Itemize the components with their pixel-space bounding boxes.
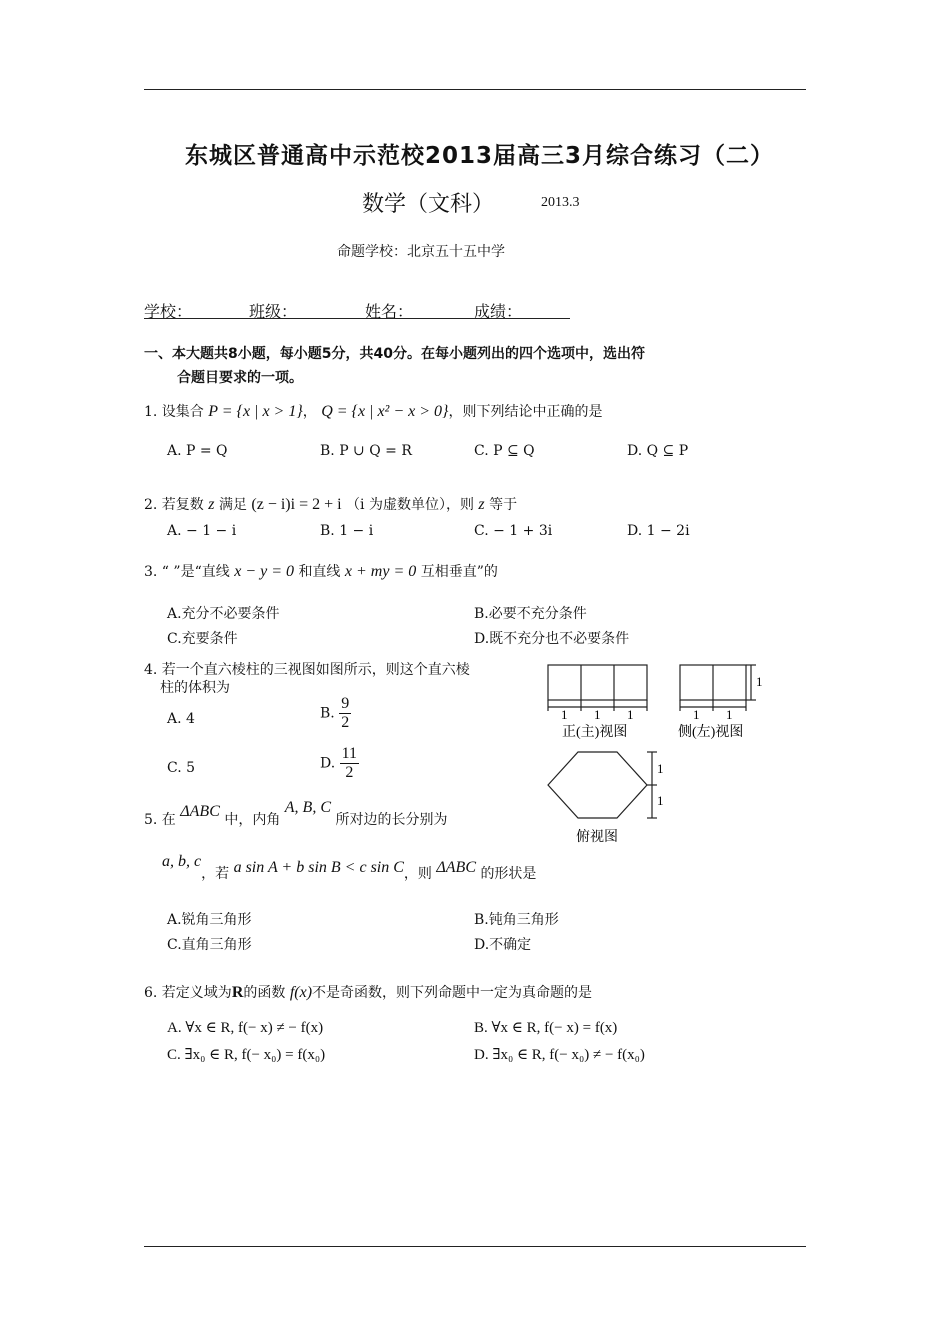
- q5-triangle: ΔABC: [180, 803, 220, 820]
- q5-option-b[interactable]: B.钝角三角形: [474, 912, 559, 928]
- front-view-label: 正(主)视图: [562, 725, 628, 740]
- q5-stem-b: 中，内角: [224, 812, 281, 828]
- q1-set-q: Q = {x | x² − x > 0}: [321, 403, 449, 420]
- q6-option-a-text: A. ∀x ∈ R, f(− x) ≠ − f(x): [167, 1020, 324, 1036]
- q2-equation: (z − i)i = 2 + i: [251, 496, 342, 513]
- q4-option-d-num: 11: [341, 745, 358, 762]
- q5-stem-a: 5. 在: [144, 812, 176, 828]
- q3-line2: x + my = 0: [344, 563, 417, 580]
- q4-option-d-label: D.: [320, 755, 336, 772]
- front-dim-3: 1: [627, 707, 634, 722]
- top-dim-2: 1: [657, 793, 664, 808]
- question-3: [144, 561, 498, 581]
- q5-stem-c: 所对边的长分别为: [335, 812, 448, 828]
- q6-option-b[interactable]: [474, 1018, 617, 1037]
- info-score: 成绩：: [474, 302, 523, 321]
- q5-stem-e: ，则: [403, 866, 432, 882]
- info-school: 学校：: [144, 302, 193, 321]
- exam-date: 2013.3: [541, 195, 580, 210]
- q3-option-a[interactable]: A.充分不必要条件: [167, 606, 280, 622]
- q6-stem-b: 的函数: [243, 985, 286, 1001]
- q5-stem-d: ，若: [201, 866, 230, 882]
- side-dim-2: 1: [726, 707, 733, 722]
- q2-stem-e: 等于: [489, 497, 518, 513]
- q6-stem-a: 6. 若定义域为: [144, 985, 232, 1001]
- q1-set-p: P = {x | x > 1}: [208, 403, 303, 420]
- q6-option-a[interactable]: [167, 1018, 323, 1037]
- front-view: [548, 665, 647, 711]
- q4-option-b-num: 9: [341, 695, 350, 712]
- q5-stem-f: 的形状是: [480, 866, 537, 882]
- side-dim-height: 1: [756, 674, 763, 689]
- q5-condition: a sin A + b sin B < c sin C: [233, 859, 404, 876]
- question-5-line1: [144, 799, 448, 829]
- q1-option-c[interactable]: C. P ⊆ Q: [474, 443, 535, 459]
- q1-option-d[interactable]: D. Q ⊆ P: [627, 443, 689, 459]
- three-view-figure: [540, 655, 780, 855]
- q1-stem-b: ，则下列结论中正确的是: [448, 404, 603, 420]
- section-heading-line2: 合题目要求的一项。: [177, 370, 303, 386]
- q4-option-d[interactable]: [320, 745, 359, 782]
- question-4-line2: 柱的体积为: [160, 680, 230, 696]
- q2-stem-b: 满足: [218, 497, 247, 513]
- side-view-label: 侧(左)视图: [678, 725, 744, 740]
- q3-option-b[interactable]: B.必要不充分条件: [474, 606, 587, 622]
- q1-option-b[interactable]: B. P ∪ Q = R: [320, 443, 412, 459]
- school-line: 命题学校：北京五十五中学: [337, 244, 505, 260]
- q6-func: f(x): [289, 984, 313, 1001]
- q5-sides: a, b, c: [162, 853, 202, 870]
- q4-option-c[interactable]: C. 5: [167, 760, 196, 776]
- page-subtitle: 数学（文科）: [362, 192, 495, 217]
- q2-option-d[interactable]: D. 1 − 2i: [627, 523, 690, 539]
- side-dim-1: 1: [693, 707, 700, 722]
- question-6: [144, 982, 592, 1002]
- page-title: 东城区普通高中示范校2013届高三3月综合练习（二）: [185, 143, 775, 169]
- q4-option-b-den: 2: [341, 714, 350, 731]
- side-view: [680, 665, 756, 711]
- q2-stem-c: （i 为虚数单位），则: [346, 497, 474, 513]
- q2-var-z: z: [208, 496, 215, 513]
- q4-option-d-fraction: [340, 745, 359, 782]
- q5-angles: A, B, C: [284, 799, 331, 816]
- q5-option-d[interactable]: D.不确定: [474, 937, 532, 953]
- q3-line1: x − y = 0: [234, 563, 294, 580]
- q2-option-c[interactable]: C. − 1 + 3i: [474, 523, 553, 539]
- q3-stem-a: 3. “ ”是“直线: [144, 564, 230, 580]
- top-view: [548, 752, 657, 818]
- top-rule: [144, 89, 806, 90]
- info-name: 姓名：: [365, 302, 414, 321]
- top-dim-1: 1: [657, 761, 664, 776]
- q6-option-c-text: C. ∃x₀ ∈ R, f(− x₀) = f(x₀): [167, 1047, 326, 1063]
- q6-domain: R: [231, 984, 244, 1001]
- q2-stem-a: 2. 若复数: [144, 497, 204, 513]
- q6-option-d-text: D. ∃x₀ ∈ R, f(− x₀) ≠ − f(x₀): [474, 1047, 645, 1063]
- question-5-line2: [162, 853, 537, 882]
- q1-option-a[interactable]: A. P = Q: [167, 443, 228, 459]
- q3-stem-b: 和直线: [298, 564, 341, 580]
- section-heading-line1: 一、本大题共8小题，每小题5分，共40分。在每小题列出的四个选项中，选出符: [144, 346, 645, 362]
- front-dim-1: 1: [561, 707, 568, 722]
- q4-option-d-den: 2: [345, 764, 354, 781]
- info-underline: [144, 318, 570, 319]
- info-class: 班级：: [249, 302, 298, 321]
- bottom-rule: [144, 1246, 806, 1247]
- q4-option-a[interactable]: A. 4: [167, 711, 195, 727]
- q6-option-b-text: B. ∀x ∈ R, f(− x) = f(x): [474, 1020, 618, 1036]
- q3-option-d[interactable]: D.既不充分也不必要条件: [474, 631, 630, 647]
- q2-var-z2: z: [478, 496, 485, 513]
- q3-option-c[interactable]: C.充要条件: [167, 631, 238, 647]
- q6-stem-c: 不是奇函数，则下列命题中一定为真命题的是: [312, 985, 593, 1001]
- q2-option-b[interactable]: B. 1 − i: [320, 523, 374, 539]
- q1-sep: ，: [302, 404, 317, 420]
- top-view-label: 俯视图: [576, 830, 618, 845]
- q6-option-c[interactable]: [167, 1045, 325, 1064]
- question-2: [144, 494, 517, 514]
- question-1: [144, 401, 602, 421]
- q4-option-b-label: B.: [320, 705, 335, 722]
- q1-stem-a: 1. 设集合: [144, 404, 204, 420]
- q5-option-c[interactable]: C.直角三角形: [167, 937, 252, 953]
- question-4-line1: 4. 若一个直六棱柱的三视图如图所示，则这个直六棱: [144, 662, 470, 678]
- q3-stem-c: 互相垂直”的: [420, 564, 498, 580]
- q5-option-a[interactable]: A.锐角三角形: [167, 912, 252, 928]
- q4-option-b-fraction: [339, 695, 351, 732]
- q6-option-d[interactable]: [474, 1045, 645, 1064]
- q2-option-a[interactable]: A. − 1 − i: [167, 523, 237, 539]
- q4-option-b[interactable]: [320, 695, 351, 732]
- q5-triangle-2: ΔABC: [436, 859, 476, 876]
- front-dim-2: 1: [594, 707, 601, 722]
